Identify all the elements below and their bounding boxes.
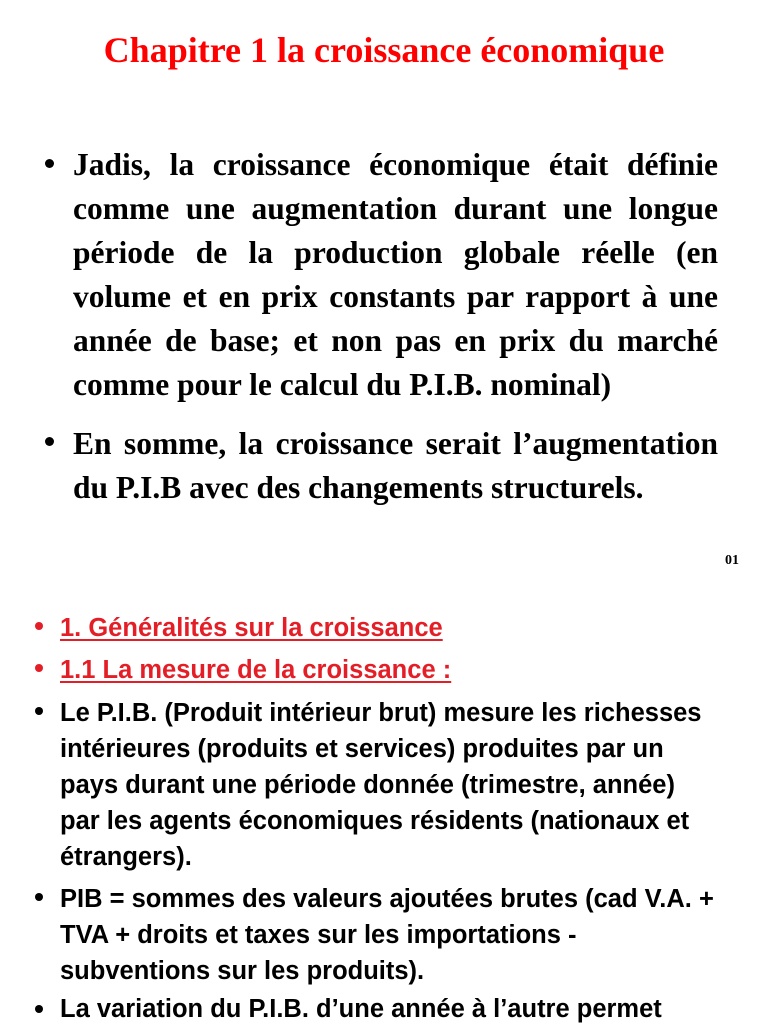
paragraph-line: subventions sur les produits). <box>60 957 425 985</box>
paragraph-line: année de base; et non pas en prix du marché <box>73 323 718 358</box>
subsection-heading-text: 1.1 La mesure de la croissance : <box>60 656 452 684</box>
paragraph-line: période de la production globale réelle (en <box>73 235 718 270</box>
paragraph-line: étrangers). <box>60 843 192 871</box>
paragraph-line: par les agents économiques résidents (nationaux et <box>60 807 690 835</box>
section-heading-text: 1. Généralités sur la croissance <box>60 614 443 642</box>
paragraph-line: intérieures (produits et services) produites par un <box>60 735 664 763</box>
paragraph-line: TVA + droits et taxes sur les importations - <box>60 921 577 949</box>
paragraph-line: En somme, la croissance serait l’augmentation <box>73 426 718 461</box>
bullet-paragraph-summary <box>73 422 718 510</box>
paragraph-line: Jadis, la croissance économique était définie <box>73 147 718 182</box>
slide-2 <box>0 584 768 1024</box>
bullet-icon <box>45 437 54 446</box>
bullet-paragraph-pib-variation <box>60 995 662 1024</box>
subsection-heading <box>60 652 451 688</box>
bullet-icon <box>35 1005 43 1013</box>
paragraph-line: La variation du P.I.B. d’une année à l’autre permet <box>60 995 662 1023</box>
bullet-paragraph-pib-formula <box>60 881 714 989</box>
bullet-icon <box>35 664 43 672</box>
slide-title: Chapitre 1 la croissance économique <box>103 30 665 70</box>
bullet-paragraph-pib-definition <box>60 695 701 875</box>
paragraph-line: Le P.I.B. (Produit intérieur brut) mesure les richesses <box>60 699 702 727</box>
section-heading <box>60 610 443 646</box>
paragraph-line: comme une augmentation durant une longue <box>73 191 718 226</box>
paragraph-line: pays durant une période donnée (trimestre, année) <box>60 771 675 799</box>
paragraph-line: PIB = sommes des valeurs ajoutées brutes (cad V.A. + <box>60 885 714 913</box>
paragraph-line: comme pour le calcul du P.I.B. nominal) <box>73 367 612 402</box>
bullet-icon <box>45 159 54 168</box>
paragraph-line: volume et en prix constants par rapport à une <box>73 279 718 314</box>
bullet-icon <box>35 622 43 630</box>
bullet-icon <box>35 707 43 715</box>
paragraph-line: du P.I.B avec des changements structurels. <box>73 470 644 505</box>
bullet-icon <box>35 893 43 901</box>
bullet-paragraph-definition <box>73 143 718 407</box>
page-number: 01 <box>725 553 739 568</box>
